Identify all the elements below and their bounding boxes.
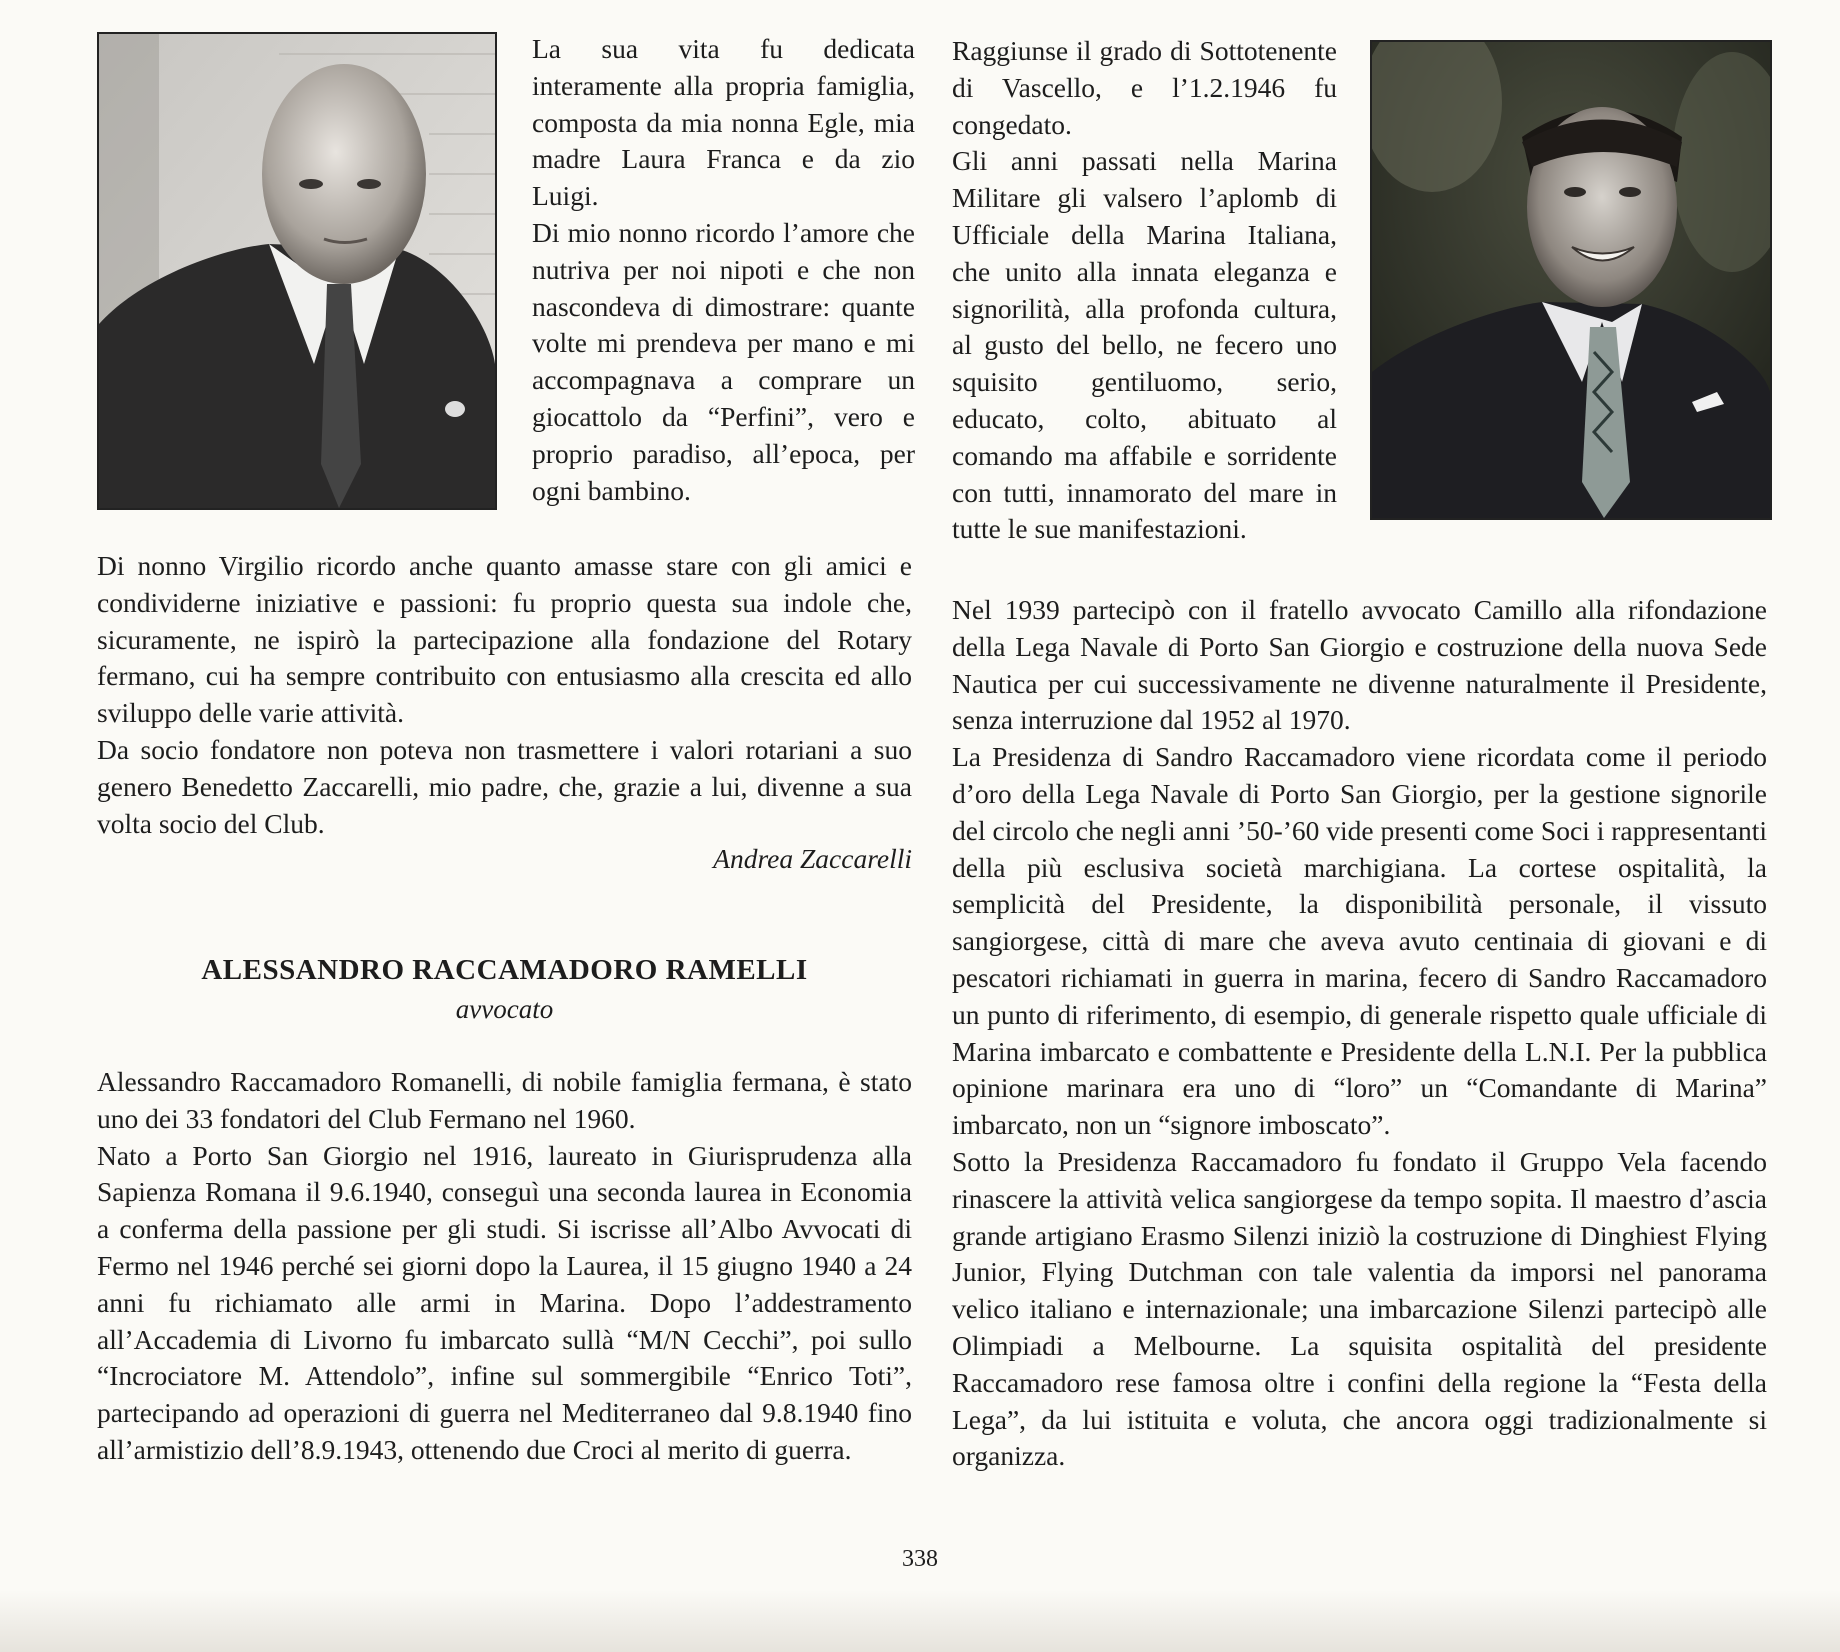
paragraph: Da socio fondatore non poteva non trasmettere i valori rotariani a suo genero Benedetto Zaccarelli, mio padre, che, grazie a lui, divenne a sua volta socio del Club. — [97, 733, 912, 839]
paragraph: Sotto la Presidenza Raccamadoro fu fondato il Gruppo Vela facendo rinascere la attività velica sangiorgese da tempo sopita. Il maestro d’ascia grande artigiano Erasmo Silenzi iniziò la costruzione di Dinghiest Flying Junior, Flying Dutchman con tale valentia da imporsi nel panorama velico italiano e internazionale; una imbarcazione Silenzi partecipò alle Olimpiadi a Melbourne. La squisita ospitalità del presidente Raccamadoro rese famosa oltre i confini della regione la “Festa della Lega”, da lui istituita e voluta, che ancora oggi tradizionalmente si organizza. — [952, 1145, 1767, 1472]
left-column-biography — [97, 1064, 912, 1469]
paragraph: Di nonno Virgilio ricordo anche quanto amasse stare con gli amici e condividerne iniziative e passioni: fu proprio questa sua indole che, sicuramente, ne ispirò la partecipazione alla fondazione del Rotary fermano, cui ha sempre contribuito con entusiasmo alla crescita ed allo sviluppo delle varie attività. — [97, 550, 912, 729]
paragraph: La Presidenza di Sandro Raccamadoro viene ricordata come il periodo d’oro della Lega Navale di Porto San Giorgio, per la gestione signorile del circolo che negli anni ’50-’60 vide presenti come Soci i rappresentanti della più esclusiva società marchigiana. La cortese ospitalità, la semplicità del Presidente, la disponibilità personale, il vissuto sangiorgese, città di mare che aveva avuto centinaia di giovani e di pescatori richiamati in guerra in marina, fecero di Sandro Raccamadoro un punto di riferimento, di esempio, di generale rispetto quale ufficiale di Marina imbarcato e combattente e Presidente della L.N.I. Per la pubblica opinione marinara era uno di “loro” un “Comandante di Marina” imbarcato, non un “signore imboscato”. — [952, 741, 1767, 1141]
right-column-intro — [952, 33, 1337, 548]
elderly-man-portrait-icon — [99, 34, 495, 508]
left-column-intro — [532, 31, 915, 509]
paragraph: Alessandro Raccamadoro Romanelli, di nobile famiglia fermana, è stato uno dei 33 fondatori del Club Fermano nel 1960. — [97, 1066, 912, 1134]
left-column-body — [97, 548, 912, 842]
portrait-photo-right — [1370, 40, 1772, 520]
portrait-photo-left — [97, 32, 497, 510]
section-title: ALESSANDRO RACCAMADORO RAMELLI — [201, 954, 808, 986]
page-edge-shadow — [0, 1590, 1840, 1652]
paragraph: Di mio nonno ricordo l’amore che nutriva per noi nipoti e che non nascondeva di dimostrare: quante volte mi prendeva per mano e mi accompagnava a comprare un giocattolo da “Perfini”, vero e proprio paradiso, all’epoca, per ogni bambino. — [532, 216, 915, 506]
smiling-man-portrait-icon — [1372, 42, 1770, 518]
page-number: 338 — [902, 1546, 938, 1572]
section-subtitle: avvocato — [455, 994, 554, 1024]
paragraph: Nel 1939 partecipò con il fratello avvocato Camillo alla rifondazione della Lega Navale di Porto San Giorgio e costruzione della nuova Sede Nautica per cui successivamente ne divenne naturalmente il Presidente, senza interruzione dal 1952 al 1970. — [952, 594, 1767, 736]
right-column-body — [952, 592, 1767, 1475]
paragraph: Gli anni passati nella Marina Militare gli valsero l’aplomb di Ufficiale della Marina Italiana, che unito alla innata eleganza e signorilità, alla profonda cultura, al gusto del bello, ne fecero uno squisito gentiluomo, serio, educato, colto, abituato al comando ma affabile e sorridente con tutti, innamorato del mare in tutte le sue manifestazioni. — [952, 145, 1337, 545]
paragraph: Raggiunse il grado di Sottotenente di Vascello, e l’1.2.1946 fu congedato. — [952, 35, 1337, 140]
author-signature: Andrea Zaccarelli — [713, 843, 912, 874]
paragraph: Nato a Porto San Giorgio nel 1916, laureato in Giurisprudenza alla Sapienza Romana il 9.6.1940, conseguì una seconda laurea in Economia a conferma della passione per gli studi. Si iscrisse all’Albo Avvocati di Fermo nel 1946 perché sei giorni dopo la Laurea, il 15 giugno 1940 a 24 anni fu richiamato alle armi in Marina. Dopo l’addestramento all’Accademia di Livorno fu imbarcato sullà “M/N Cecchi”, poi sullo “Incrociatore M. Attendolo”, infine sul sommergibile “Enrico Toti”, partecipando ad operazioni di guerra nel Mediterraneo dal 9.8.1940 fino all’armistizio dell’8.9.1943, ottenendo due Croci al merito di guerra. — [97, 1139, 912, 1465]
paragraph: La sua vita fu dedicata interamente alla propria famiglia, composta da mia nonna Egle, mia madre Laura Franca e da zio Luigi. — [532, 33, 915, 212]
